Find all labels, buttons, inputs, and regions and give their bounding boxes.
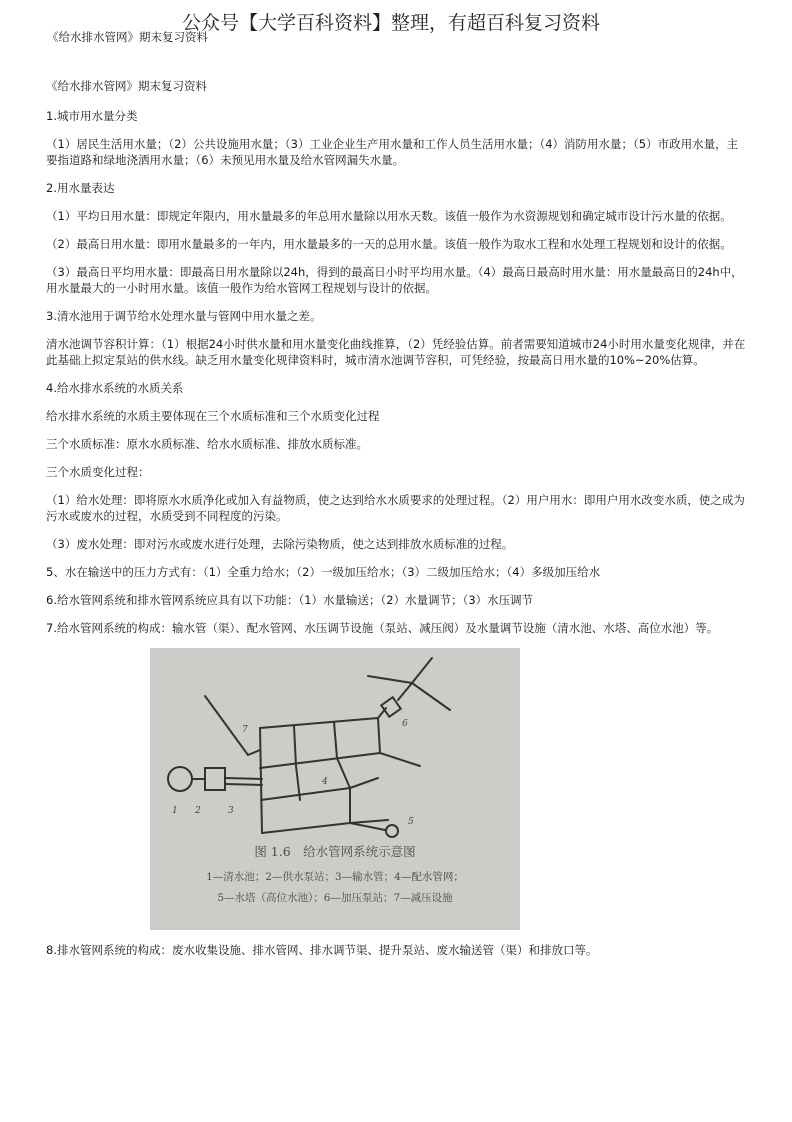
section-8: 8.排水管网系统的构成：废水收集设施、排水管网、排水调节渠、提升泵站、废水输送管（渠）和排放口等。 xyxy=(46,943,598,957)
water-network-figure xyxy=(150,648,520,930)
label-6: 6 xyxy=(402,719,408,729)
label-4: 4 xyxy=(322,777,328,787)
label-7: 7 xyxy=(242,725,248,735)
paragraph: 三个水质标准：原水水质标准、给水水质标准、排放水质标准。 xyxy=(46,437,368,451)
doc-title: 《给水排水管网》期末复习资料 xyxy=(46,79,207,93)
paragraph: （1）居民生活用水量；（2）公共设施用水量；（3）工业企业生产用水量和工作人员生活用水量；（4）消防用水量；（5）市政用水量，主要指道路和绿地浇洒用水量；（6）未预见用水量及给水管网漏失水量。 xyxy=(46,137,739,167)
pump-station-icon xyxy=(205,768,225,790)
paragraph: （1）给水处理：即将原水水质净化或加入有益物质，使之达到给水水质要求的处理过程。（2）用户用水：即用户用水改变水质，使之成为污水或废水的过程，水质受到不同程度的污染。 xyxy=(46,493,745,523)
network-diagram xyxy=(150,648,520,930)
paragraph: 三个水质变化过程： xyxy=(46,465,150,479)
label-5: 5 xyxy=(408,817,414,827)
section-6: 6.给水管网系统和排水管网系统应具有以下功能：（1）水量输送；（2）水量调节；（3）水压调节 xyxy=(46,593,534,607)
water-tower-icon xyxy=(386,825,398,837)
section-heading-2: 2.用水量表达 xyxy=(46,181,115,195)
label-1: 1 xyxy=(172,806,178,816)
watermark: 公众号【大学百科资料】整理，有超百科复习资料 xyxy=(182,12,601,34)
section-heading-3: 3.清水池用于调节给水处理水量与管网中用水量之差。 xyxy=(46,309,322,323)
document-body xyxy=(46,78,748,970)
header-doc-title: 《给水排水管网》期末复习资料 xyxy=(47,30,208,44)
paragraph: （3）最高日平均用水量：即最高日用水量除以24h，得到的最高日小时平均用水量。（4）最高日最高时用水量：用水量最高日的24h中，用水量最大的一小时用水量。该值一般作为给水管网工程规划与设计的依据。 xyxy=(46,265,743,295)
section-heading-1: 1.城市用水量分类 xyxy=(46,109,138,123)
figure-caption: 图 1.6 给水管网系统示意图 xyxy=(254,844,416,859)
label-2: 2 xyxy=(195,806,201,816)
paragraph: （1）平均日用水量：即规定年限内，用水量最多的年总用水量除以用水天数。该值一般作为水资源规划和确定城市设计污水量的依据。 xyxy=(46,209,732,223)
figure-legend-line-2: 5—水塔（高位水池）；6—加压泵站；7—减压设施 xyxy=(217,892,453,904)
paragraph: 给水排水系统的水质主要体现在三个水质标准和三个水质变化过程 xyxy=(46,409,380,423)
paragraph: （3）废水处理：即对污水或废水进行处理，去除污染物质，使之达到排放水质标准的过程。 xyxy=(46,537,514,551)
section-heading-4: 4.给水排水系统的水质关系 xyxy=(46,381,184,395)
section-7: 7.给水管网系统的构成：输水管（渠）、配水管网、水压调节设施（泵站、减压阀）及水量调节设施（清水池、水塔、高位水池）等。 xyxy=(46,621,719,635)
figure-legend-line-1: 1—清水池；2—供水泵站；3—输水管；4—配水管网； xyxy=(206,871,464,883)
paragraph: （2）最高日用水量：即用水量最多的一年内，用水量最多的一天的总用水量。该值一般作为取水工程和水处理工程规划和设计的依据。 xyxy=(46,237,732,251)
label-3: 3 xyxy=(228,806,234,816)
clear-water-tank-icon xyxy=(168,767,192,791)
section-5: 5、水在输送中的压力方式有：（1）全重力给水；（2）一级加压给水；（3）二级加压给水；（4）多级加压给水 xyxy=(46,565,601,579)
paragraph: 清水池调节容积计算：（1）根据24小时供水量和用水量变化曲线推算，（2）凭经验估算。前者需要知道城市24小时用水量变化规律，并在此基础上拟定泵站的供水线。缺乏用水量变化规律资料时，城市清水池调节容积，可凭经验，按最高日用水量的10%~20%估算。 xyxy=(46,337,746,367)
